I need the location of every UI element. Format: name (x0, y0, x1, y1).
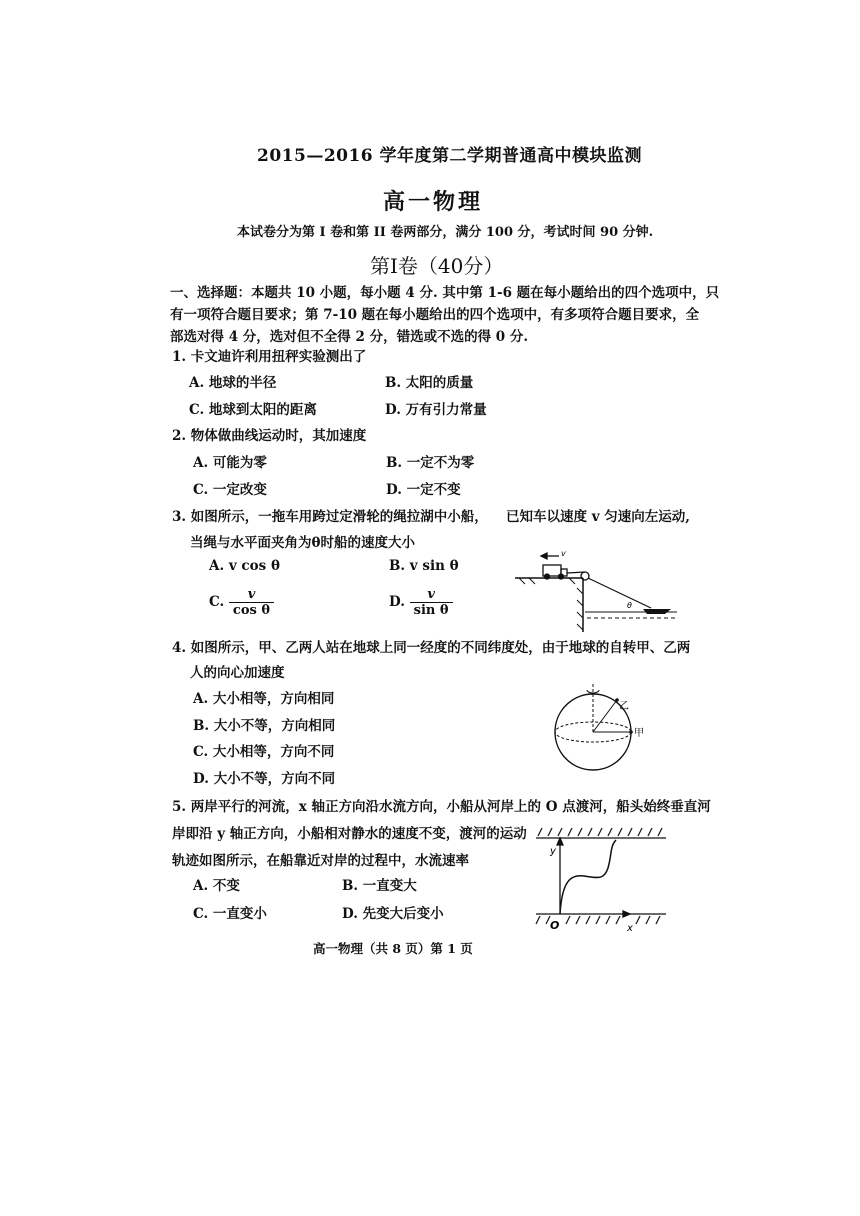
person-jia-marker (629, 730, 633, 734)
section-instruction-line3: 部选对得 4 分，选对但不全得 2 分，错选或不选的得 0 分. (170, 329, 529, 345)
q1-option-a: A. 地球的半径 (189, 375, 277, 391)
label-yi: 乙 (619, 701, 629, 712)
q3-option-d-label: D. (389, 594, 405, 610)
volume-title: 第Ⅰ卷（40分） (370, 254, 504, 278)
q3-option-c-label: C. (209, 594, 225, 610)
q4-stem-line2: 人的向心加速度 (190, 665, 285, 681)
exam-info: 本试卷分为第 I 卷和第 II 卷两部分，满分 100 分，考试时间 90 分钟. (237, 225, 654, 240)
q3-option-d-fraction (410, 587, 453, 618)
q1-option-d: D. 万有引力常量 (385, 402, 487, 418)
q4-option-a: A. 大小相等，方向相同 (193, 691, 335, 707)
q1-option-b: B. 太阳的质量 (385, 375, 474, 391)
q5-option-a: A. 不变 (193, 878, 240, 894)
page-footer: 高一物理（共 8 页）第 1 页 (313, 941, 473, 956)
q3-stem-line2: 当绳与水平面夹角为θ时船的速度大小 (190, 535, 416, 551)
q5-stem-line3: 轨迹如图所示，在船靠近对岸的过程中，水流速率 (172, 853, 469, 869)
boat-trajectory-curve (560, 840, 616, 914)
q4-option-c: C. 大小相等，方向不同 (193, 744, 335, 760)
q5-option-c: C. 一直变小 (193, 906, 267, 922)
q4-option-b: B. 大小不等，方向相同 (193, 718, 336, 734)
radius-to-yi (593, 700, 617, 732)
q3-option-d-numerator: v (410, 587, 453, 603)
q3-option-c-fraction (229, 587, 274, 618)
q3-option-c (209, 587, 274, 618)
q3-option-b: B. v sin θ (389, 558, 459, 574)
q5-stem-line1: 5. 两岸平行的河流，x 轴正方向沿水流方向，小船从河岸上的 O 点渡河，船头始终垂直河 (172, 799, 711, 815)
q2-option-b: B. 一定不为零 (386, 455, 475, 471)
label-jia: 甲 (634, 728, 644, 739)
far-bank (536, 828, 666, 838)
q5-option-d: D. 先变大后变小 (342, 906, 444, 922)
q5-figure-river-trajectory (532, 822, 672, 934)
q2-option-d: D. 一定不变 (386, 482, 461, 498)
y-axis-label: y (550, 846, 556, 857)
exam-title: 2015—2016 学年度第二学期普通高中模块监测 (257, 146, 643, 166)
q3-option-a: A. v cos θ (209, 558, 280, 574)
velocity-arrow (541, 553, 559, 559)
q3-option-c-numerator: v (229, 587, 274, 603)
origin-label: O (550, 919, 560, 932)
q3-option-d-denominator: sin θ (413, 603, 449, 618)
q3-stem-part2: 已知车以速度 v 匀速向左运动, (506, 509, 690, 525)
x-axis-label: x (627, 923, 633, 934)
cliff-ground (515, 578, 583, 632)
q2-stem: 2. 物体做曲线运动时，其加速度 (172, 428, 367, 444)
y-axis (557, 838, 563, 914)
q3-option-d (389, 587, 453, 618)
q4-option-d: D. 大小不等，方向不同 (193, 771, 336, 787)
velocity-label: v (561, 549, 566, 558)
q1-stem: 1. 卡文迪许利用扭秤实验测出了 (172, 349, 367, 365)
truck-icon (543, 565, 567, 579)
theta-label: θ (627, 601, 632, 610)
q2-option-a: A. 可能为零 (193, 455, 267, 471)
subject-title: 高一物理 (383, 189, 484, 215)
q3-stem-part1: 3. 如图所示，一拖车用跨过定滑轮的绳拉湖中小船， (172, 509, 488, 525)
q1-option-c: C. 地球到太阳的距离 (189, 402, 317, 418)
q3-option-c-denominator: cos θ (232, 603, 271, 618)
x-axis-arrow (623, 911, 630, 917)
q2-option-c: C. 一定改变 (193, 482, 267, 498)
q4-stem-line1: 4. 如图所示，甲、乙两人站在地球上同一经度的不同纬度处，由于地球的自转甲、乙两 (172, 640, 691, 656)
q4-figure-earth-globe (545, 682, 645, 777)
section-instruction-line1: 一、选择题：本题共 10 小题，每小题 4 分. 其中第 1-6 题在每小题给出的四个选项中，只 (170, 285, 720, 301)
q5-option-b: B. 一直变大 (342, 878, 417, 894)
section-instruction-line2: 有一项符合题目要求；第 7-10 题在每小题给出的四个选项中，有多项符合题目要求，全 (170, 307, 700, 323)
q3-figure-truck-pulley-boat (515, 548, 680, 633)
q5-stem-line2: 岸即沿 y 轴正方向，小船相对静水的速度不变，渡河的运动 (172, 826, 527, 842)
pulley-icon (581, 572, 589, 580)
rope-slanted (588, 578, 651, 608)
